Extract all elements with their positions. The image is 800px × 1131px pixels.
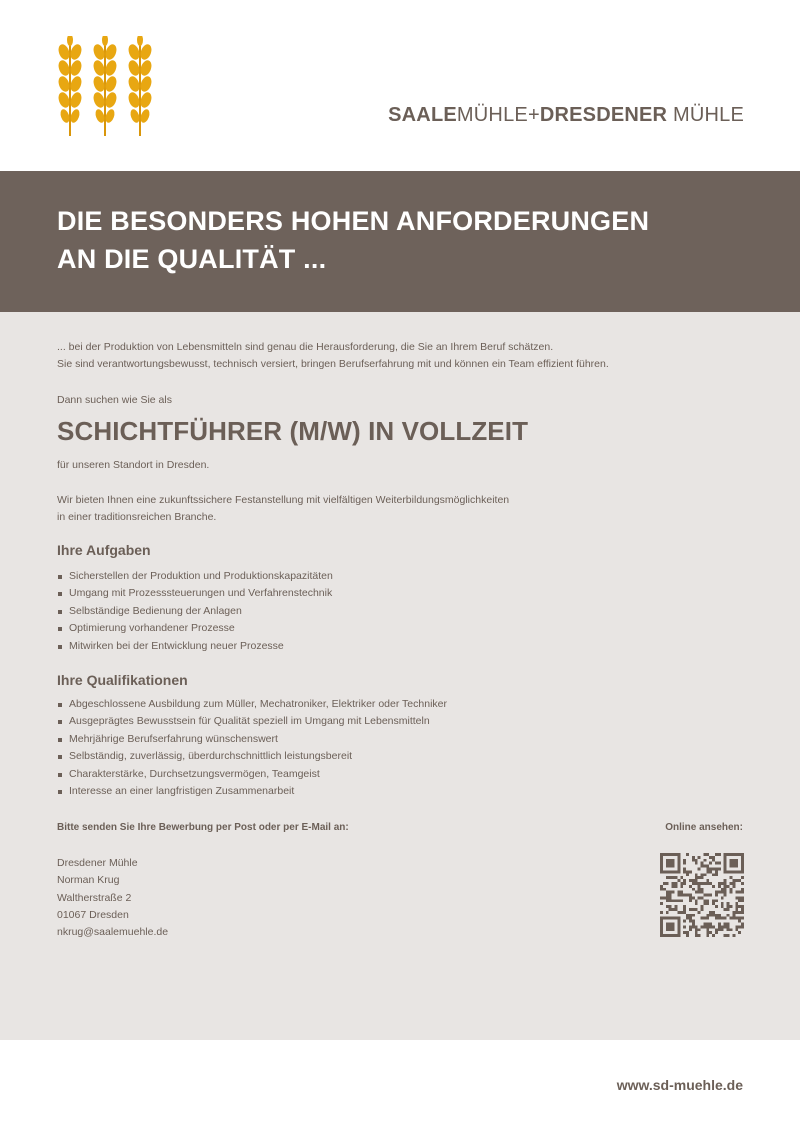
contact-address xyxy=(57,855,168,941)
headline-line-2: AN DIE QUALITÄT ... xyxy=(57,244,327,274)
search-text: Dann suchen wie Sie als xyxy=(57,394,172,406)
address-street: Waltherstraße 2 xyxy=(57,891,132,904)
website-link[interactable]: www.sd-muehle.de xyxy=(616,1077,743,1093)
intro-line-1: ... bei der Produktion von Lebensmitteln sind genau die Herausforderung, die Sie an Ihrem Beruf schätzen. xyxy=(57,341,554,353)
tasks-heading: Ihre Aufgaben xyxy=(57,542,151,558)
brand-name xyxy=(388,104,744,127)
qualifications-heading: Ihre Qualifikationen xyxy=(57,672,188,688)
main-content xyxy=(0,312,800,1040)
online-heading: Online ansehen: xyxy=(665,822,743,833)
headline-banner xyxy=(0,171,800,312)
qualifications-list xyxy=(57,696,447,800)
list-item: Selbständig, zuverlässig, überdurchschnittlich leistungsbereit xyxy=(57,748,447,765)
list-item: Selbständige Bedienung der Anlagen xyxy=(57,603,333,620)
email-link[interactable]: nkrug@saalemuehle.de xyxy=(57,926,169,939)
intro-line-2: Sie sind verantwortungsbewusst, technisch versiert, bringen Berufserfahrung mit und können ein Team effizient führen. xyxy=(57,358,609,370)
header xyxy=(0,0,800,171)
offer-line-1: Wir bieten Ihnen eine zukunftssichere Festanstellung mit vielfältigen Weiterbildungsmöglichkeiten xyxy=(57,494,510,506)
intro-text xyxy=(57,339,609,373)
list-item: Sicherstellen der Produktion und Produktionskapazitäten xyxy=(57,568,333,585)
list-item: Abgeschlossene Ausbildung zum Müller, Mechatroniker, Elektriker oder Techniker xyxy=(57,696,447,713)
address-city: 01067 Dresden xyxy=(57,908,129,921)
wheat-ears-icon xyxy=(52,36,162,136)
address-company: Dresdener Mühle xyxy=(57,857,138,869)
list-item: Charakterstärke, Durchsetzungsvermögen, Teamgeist xyxy=(57,766,447,783)
brand-muehle-1: MÜHLE xyxy=(456,104,528,126)
offer-line-2: in einer traditionsreichen Branche. xyxy=(57,511,217,523)
footer xyxy=(0,1040,800,1131)
list-item: Interesse an einer langfristigen Zusammenarbeit xyxy=(57,783,447,800)
list-item: Ausgeprägtes Bewusstsein für Qualität speziell im Umgang mit Lebensmitteln xyxy=(57,713,447,730)
headline-line-1: DIE BESONDERS HOHEN ANFORDERUNGEN xyxy=(57,206,650,236)
tasks-list xyxy=(57,568,333,655)
brand-plus: + xyxy=(527,104,540,126)
address-person: Norman Krug xyxy=(57,874,120,887)
apply-heading: Bitte senden Sie Ihre Bewerbung per Post oder per E-Mail an: xyxy=(57,822,349,833)
list-item: Mitwirken bei der Entwicklung neuer Prozesse xyxy=(57,638,333,655)
list-item: Umgang mit Prozesssteuerungen und Verfahrenstechnik xyxy=(57,585,333,602)
list-item: Optimierung vorhandener Prozesse xyxy=(57,620,333,637)
job-title: SCHICHTFÜHRER (M/W) IN VOLLZEIT xyxy=(57,416,529,446)
offer-text xyxy=(57,492,509,526)
brand-dresdener: DRESDENER xyxy=(539,104,668,126)
brand-saale: SAALE xyxy=(388,104,457,126)
headline xyxy=(57,202,649,278)
brand-muehle-2: MÜHLE xyxy=(667,104,744,126)
qr-code-icon[interactable] xyxy=(660,853,744,937)
list-item: Mehrjährige Berufserfahrung wünschenswert xyxy=(57,731,447,748)
location-text: für unseren Standort in Dresden. xyxy=(57,459,210,471)
